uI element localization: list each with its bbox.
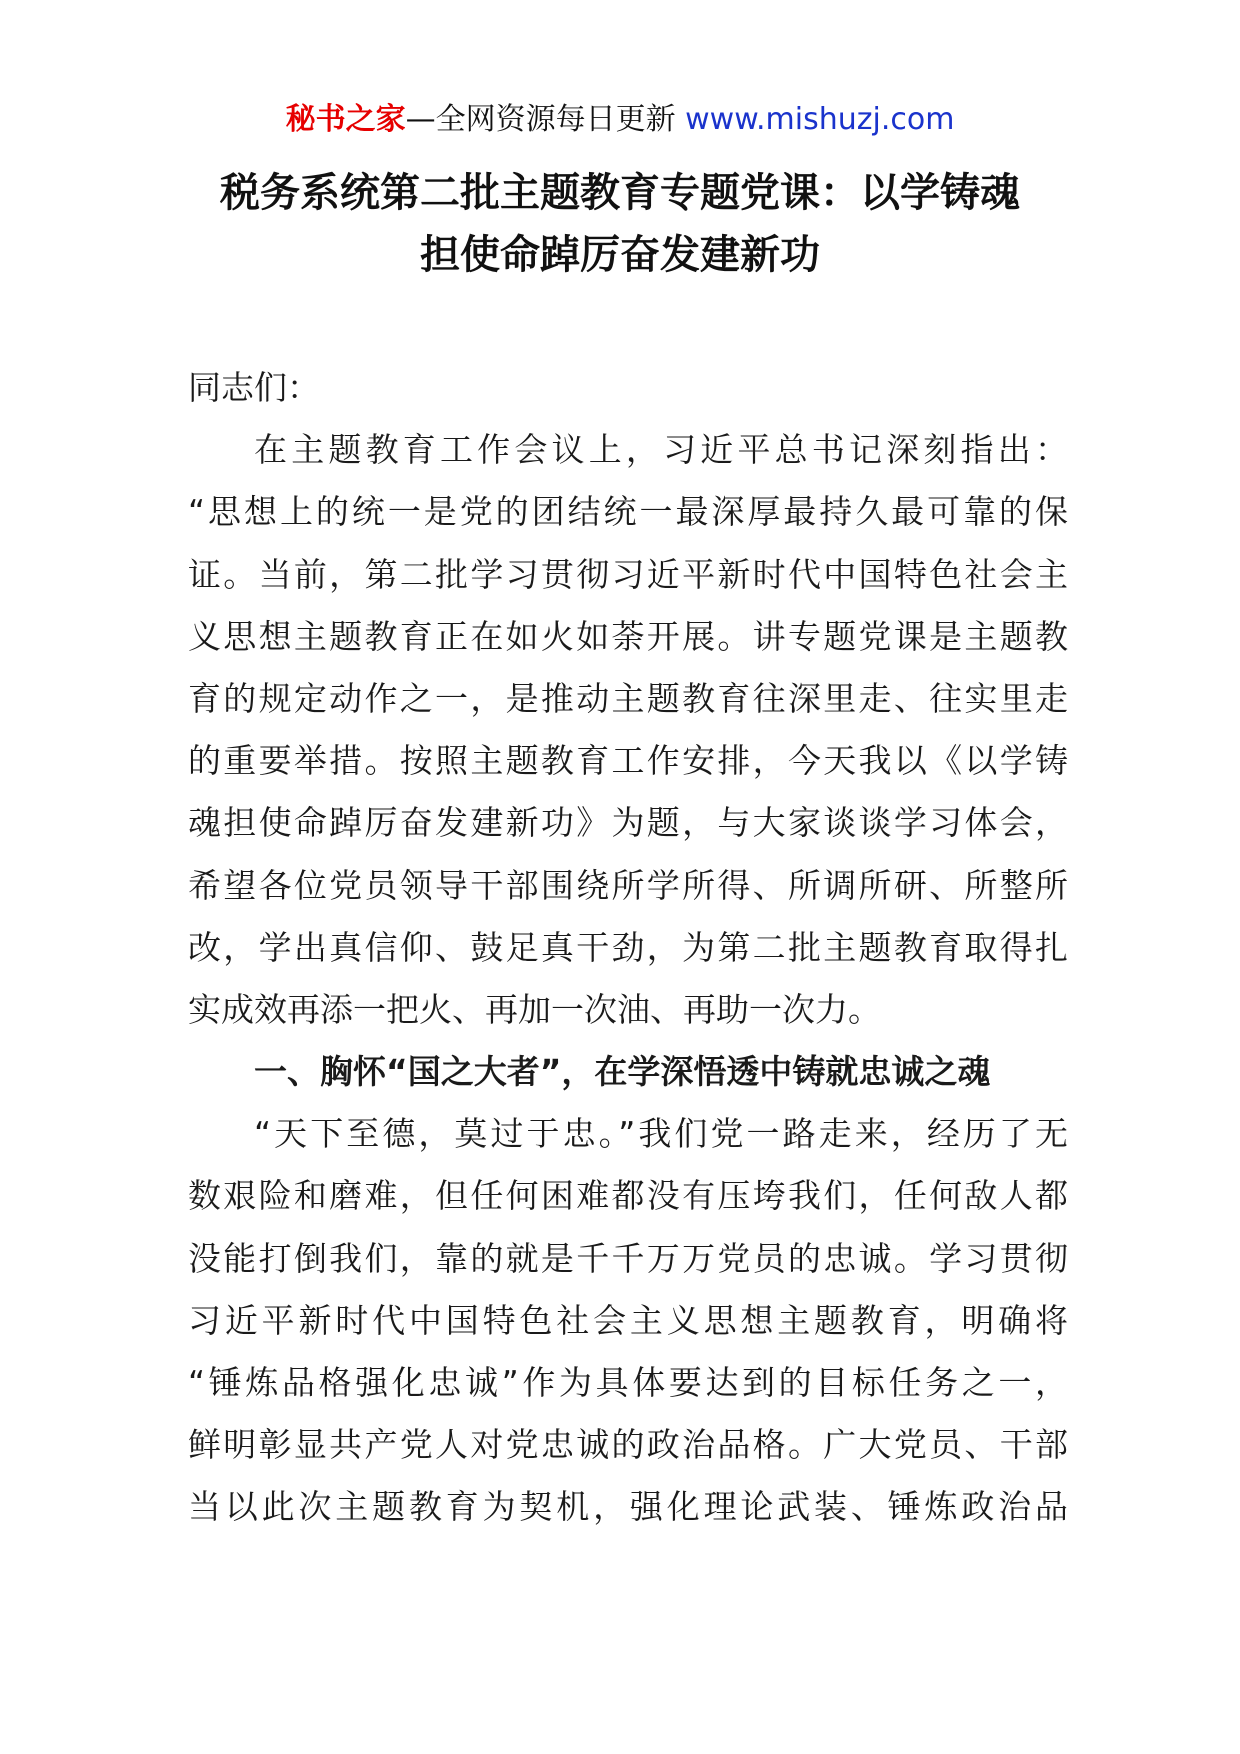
body-line: 实成效再添一把火、再加一次油、再助一次力。 [188, 989, 881, 1029]
body-line: 鲜明彰显共产党人对党忠诚的政治品格。广大党员、干部 [188, 1425, 1068, 1465]
body-line: 证。当前，第二批学习贯彻习近平新时代中国特色社会主 [188, 554, 1068, 594]
title-line-2: 担使命踔厉奋发建新功 [420, 232, 820, 278]
body-line: 数艰险和磨难，但任何困难都没有压垮我们，任何敌人都 [188, 1176, 1068, 1216]
body-line: “锤炼品格强化忠诚”作为具体要达到的目标任务之一， [188, 1363, 1068, 1402]
document-body [188, 357, 1068, 1539]
body-line: 在主题教育工作会议上，习近平总书记深刻指出： [254, 430, 1068, 470]
body-line: 没能打倒我们，靠的就是千千万万党员的忠诚。学习贯彻 [188, 1238, 1068, 1278]
body-line: 的重要举措。按照主题教育工作安排，今天我以《以学铸 [188, 741, 1068, 781]
body-line: 义思想主题教育正在如火如荼开展。讲专题党课是主题教 [188, 616, 1068, 656]
section-heading: 一、胸怀“国之大者”，在学深悟透中铸就忠诚之魂 [254, 1052, 991, 1092]
body-line: “思想上的统一是党的团结统一最深厚最持久最可靠的保 [188, 492, 1068, 532]
body-line: 改，学出真信仰、鼓足真干劲，为第二批主题教育取得扎 [188, 927, 1068, 967]
body-line: 习近平新时代中国特色社会主义思想主题教育，明确将 [188, 1300, 1068, 1340]
body-line: 育的规定动作之一，是推动主题教育往深里走、往实里走 [188, 678, 1068, 718]
title-line-1: 税务系统第二批主题教育专题党课：以学铸魂 [220, 170, 1020, 216]
body-line: 魂担使命踔厉奋发建新功》为题，与大家谈谈学习体会， [188, 803, 1068, 843]
salutation: 同志们： [188, 368, 320, 407]
body-line: 当以此次主题教育为契机，强化理论武装、锤炼政治品 [188, 1487, 1068, 1527]
site-header [0, 100, 1240, 140]
body-line: 希望各位党员领导干部围绕所学所得、所调所研、所整所 [188, 865, 1068, 905]
brand-name: 秘书之家 [285, 102, 406, 137]
header-tagline: —全网资源每日更新 [405, 102, 686, 137]
document-title [160, 162, 1080, 286]
site-url[interactable]: www.mishuzj.com [685, 102, 955, 137]
body-line: “天下至德，莫过于忠。”我们党一路走来，经历了无 [254, 1114, 1068, 1154]
